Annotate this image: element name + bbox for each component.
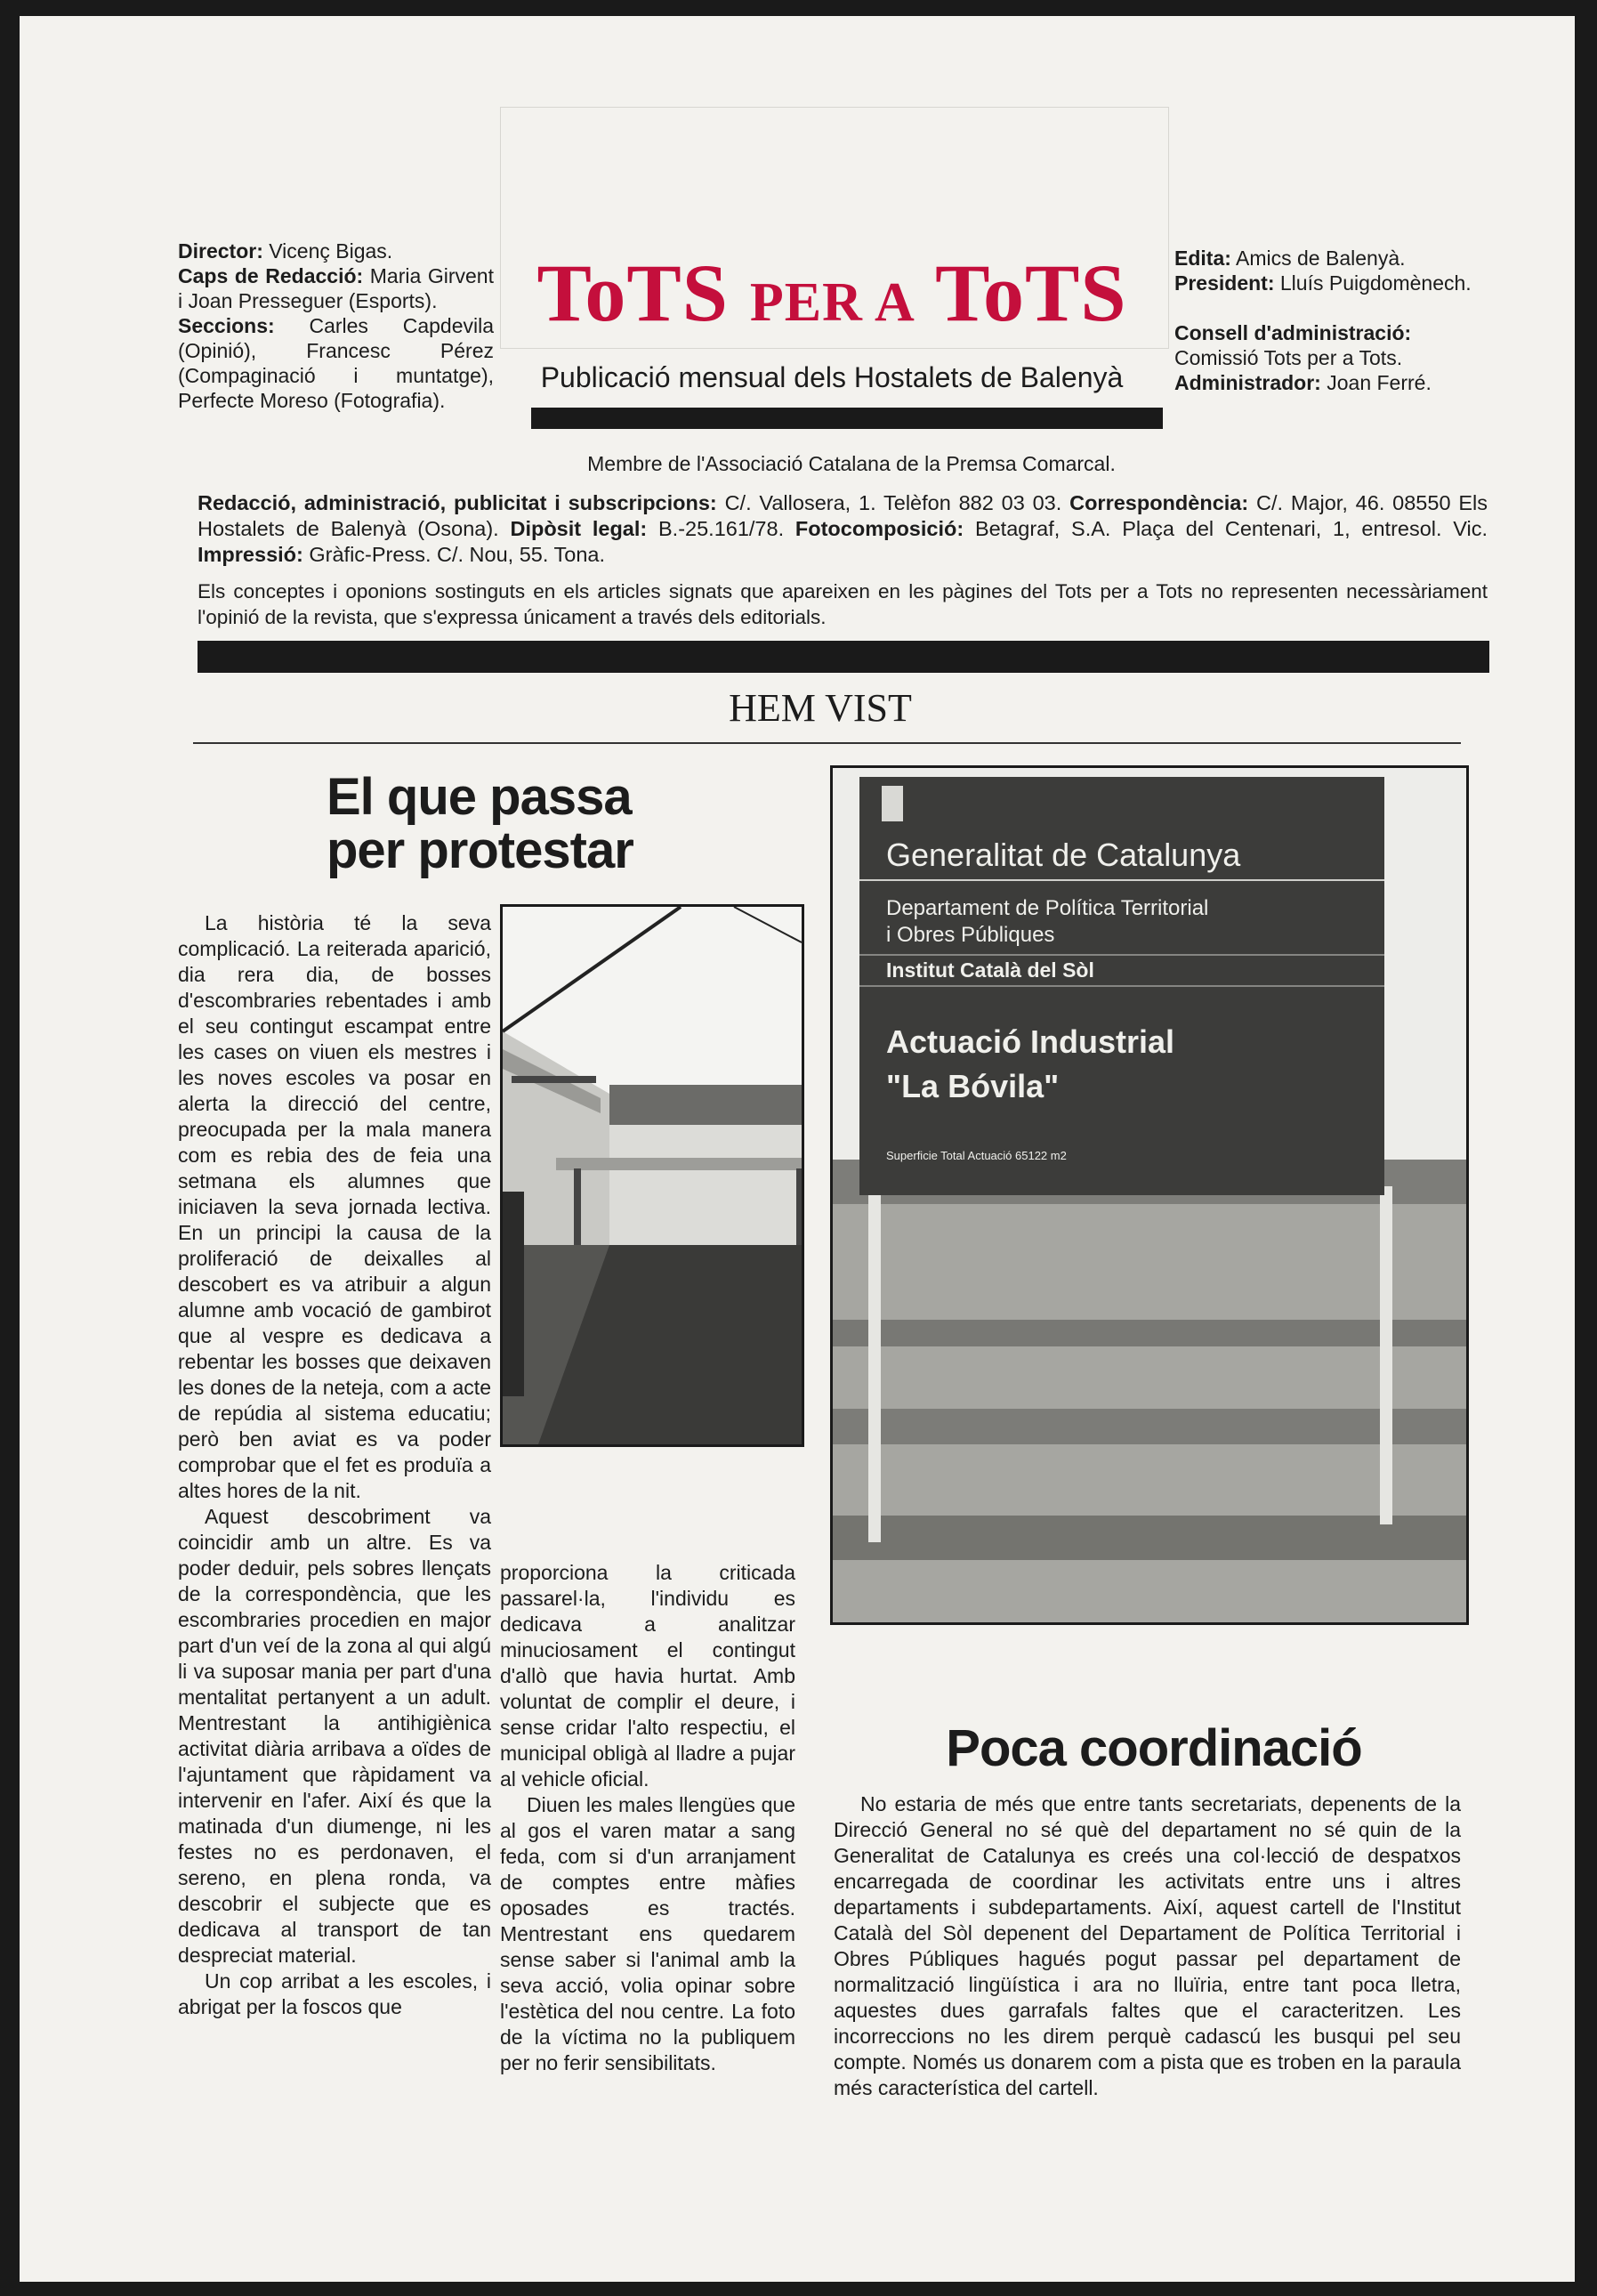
- administrador-value: Joan Ferré.: [1327, 371, 1432, 394]
- sign-line-3: i Obres Públiques: [886, 923, 1055, 947]
- seccions-label: Seccions:: [178, 314, 275, 337]
- redaccio-value: C/. Vallosera, 1. Telèfon 882 03 03.: [724, 491, 1062, 514]
- caps-label: Caps de Redacció:: [178, 264, 364, 287]
- masthead-logo: [520, 247, 1143, 338]
- article1-column-2: [500, 1560, 795, 2076]
- consell-label: Consell d'administració:: [1174, 321, 1412, 344]
- article1-title-line1: El que passa: [327, 768, 632, 826]
- article1-paragraph-4: proporciona la criticada passarel·la, l'individu es dedicava a analitzar minuciosament el contingut d'allò que havia hurtat. Amb voluntat de complir el deure, i sense cridar l'alto respectiu, el municipal obligà al lladre a pujar al vehicle oficial.: [500, 1561, 795, 1791]
- credits-right: [1174, 246, 1495, 395]
- article2-body: [834, 1791, 1461, 2101]
- sign-line-2: Departament de Política Territorial: [886, 896, 1209, 920]
- article2-paragraph: No estaria de més que entre tants secretariats, depenents de la Direcció General no sé què del departament no sé quin de la Generalitat de Catalunya es creés una col·lecció de despatxos encarregada de coordinar les activitats entre uns i altres departaments i subdepartaments. Així, aquest cartell de l'Institut Català del Sòl depenent del Departament de Política Territorial i Obres Públiques hagués pogut passar pel departament de normalització lingüística i ara no lluïria, entre tant poca lletra, aquestes dues garrafals faltes que el caracteritzen. Les incorreccions no les direm perquè cadascú les busqui pel seu compte. Només us donarem com a pista que es troben en la paraula més característica del cartell.: [834, 1792, 1461, 2099]
- section-title: HEM VIST: [729, 686, 912, 730]
- article1-paragraph-5: Diuen les males llengües que al gos el varen matar a sang feda, com si d'un arranjament de comptes entre màfies oposades es tractés. Mentrestant ens quedarem sense saber si l'animal amb la seva acció, volia opinar sobre l'estètica del nou centre. La foto de la víctima no la publiquem per no ferir sensibilitats.: [500, 1793, 795, 2074]
- article2-title: Poca coordinació: [946, 1719, 1362, 1777]
- caps-names: Maria Girvent i Joan Presseguer (Esports).: [178, 264, 494, 312]
- article1-title: [327, 768, 700, 879]
- director-label: Director:: [178, 239, 263, 263]
- correspondencia-label: Correspondència:: [1069, 491, 1249, 514]
- disclaimer: Els conceptes i oponions sostinguts en els articles signats que apareixen en les pàgines del Tots per a Tots no representen necessàriament l'opinió de la revista, que s'expressa únicament a través dels editorials.: [198, 580, 1488, 628]
- sign-line-1: Generalitat de Catalunya: [886, 837, 1241, 873]
- sign-line-4: Institut Català del Sòl: [886, 958, 1094, 982]
- logo-tots-1: ToTS: [536, 247, 729, 338]
- logo-tots-2: ToTS: [935, 247, 1127, 338]
- edita-label: Edita:: [1174, 247, 1231, 270]
- sign-line-6: "La Bóvila": [886, 1068, 1060, 1104]
- edita-value: Amics de Balenyà.: [1236, 247, 1406, 270]
- redaccio-label: Redacció, administració, publicitat i subscripcions:: [198, 491, 717, 514]
- diposit-value: B.-25.161/78.: [658, 517, 785, 540]
- impressio-value: Gràfic-Press. C/. Nou, 55. Tona.: [309, 543, 605, 566]
- president-value: Lluís Puigdomènech.: [1279, 271, 1472, 295]
- sign-photo-image: [833, 768, 1466, 1622]
- sign-line-7: Superficie Total Actuació 65122 m2: [886, 1149, 1067, 1162]
- article1-paragraph-2: Aquest descobriment va coincidir amb un altre. Es va poder deduir, pels sobres llençats de la correspondència, que les escombraries procedien en major part d'un veí de la zona al qui algú li va suposar mania per part d'una mentalitat pertanyent a un adult. Mentrestant la antihigiènica activitat diària arribava a oïdes de l'ajuntament que ràpidament va intervenir en l'afer. Així és que la matinada d'un diumenge, ni les festes no es perdonaven, el sereno, en plena ronda, va descobrir el subjecte que es dedicava al transport de tan despreciat material.: [178, 1505, 491, 1967]
- fotocomposicio-value: Betagraf, S.A. Plaça del Centenari, 1, entresol. Vic.: [974, 517, 1488, 540]
- article1-column-1: [178, 910, 491, 2020]
- consell-value: Comissió Tots per a Tots.: [1174, 346, 1403, 369]
- article1-title-line2: per protestar: [327, 821, 633, 879]
- sign-photo: [830, 765, 1469, 1625]
- header-divider-bar: [198, 641, 1489, 673]
- impressio-label: Impressió:: [198, 543, 303, 566]
- logo-per-a: PER A: [749, 272, 915, 333]
- masthead-bar: [531, 408, 1163, 429]
- school-photo: [500, 904, 804, 1447]
- masthead-subtitle: Publicació mensual dels Hostalets de Balenyà: [540, 361, 1124, 393]
- section-rule: [193, 742, 1461, 744]
- article1-paragraph-3: Un cop arribat a les escoles, i abrigat per la foscos que: [178, 1969, 491, 2018]
- school-photo-image: [503, 907, 802, 1444]
- diposit-label: Dipòsit legal:: [510, 517, 648, 540]
- fotocomposicio-label: Fotocomposició:: [794, 517, 964, 540]
- director-name: Vicenç Bigas.: [269, 239, 393, 263]
- imprint-block: [198, 490, 1488, 568]
- newspaper-page: [20, 16, 1575, 2282]
- article1-paragraph-1: La història té la seva complicació. La reiterada aparició, dia rera dia, de bosses d'escombraries rebentades i amb el seu contingut escampat entre les cases on viuen els mestres i les noves escoles va posar en alerta la direcció del centre, preocupada per la mala manera com es rebia des de feia una setmana els alumnes que iniciaven la seva jornada lectiva. En un principi la causa de la proliferació de deixalles al descobert es va atribuir a algun alumne amb vocació de gambirot que al vespre es dedicava a rebentar les bosses que deixaven les dones de la neteja, com a acte de repúdia al sistema educatiu; però ben aviat es va poder comprobar que el fet es produïa a altes hores de la nit.: [178, 911, 491, 1502]
- credits-left: [178, 238, 494, 413]
- seccions-names: Carles Capdevila (Opinió), Francesc Pérez (Compaginació i muntatge), Perfecte Moreso (Fotografia).: [178, 314, 494, 412]
- masthead-member: Membre de l'Associació Catalana de la Premsa Comarcal.: [587, 452, 1116, 475]
- administrador-label: Administrador:: [1174, 371, 1321, 394]
- correspondencia-value: C/. Major, 46. 08550 Els Hostalets de Balenyà (Osona).: [198, 491, 1488, 540]
- president-label: President:: [1174, 271, 1275, 295]
- sign-line-5: Actuació Industrial: [886, 1023, 1175, 1060]
